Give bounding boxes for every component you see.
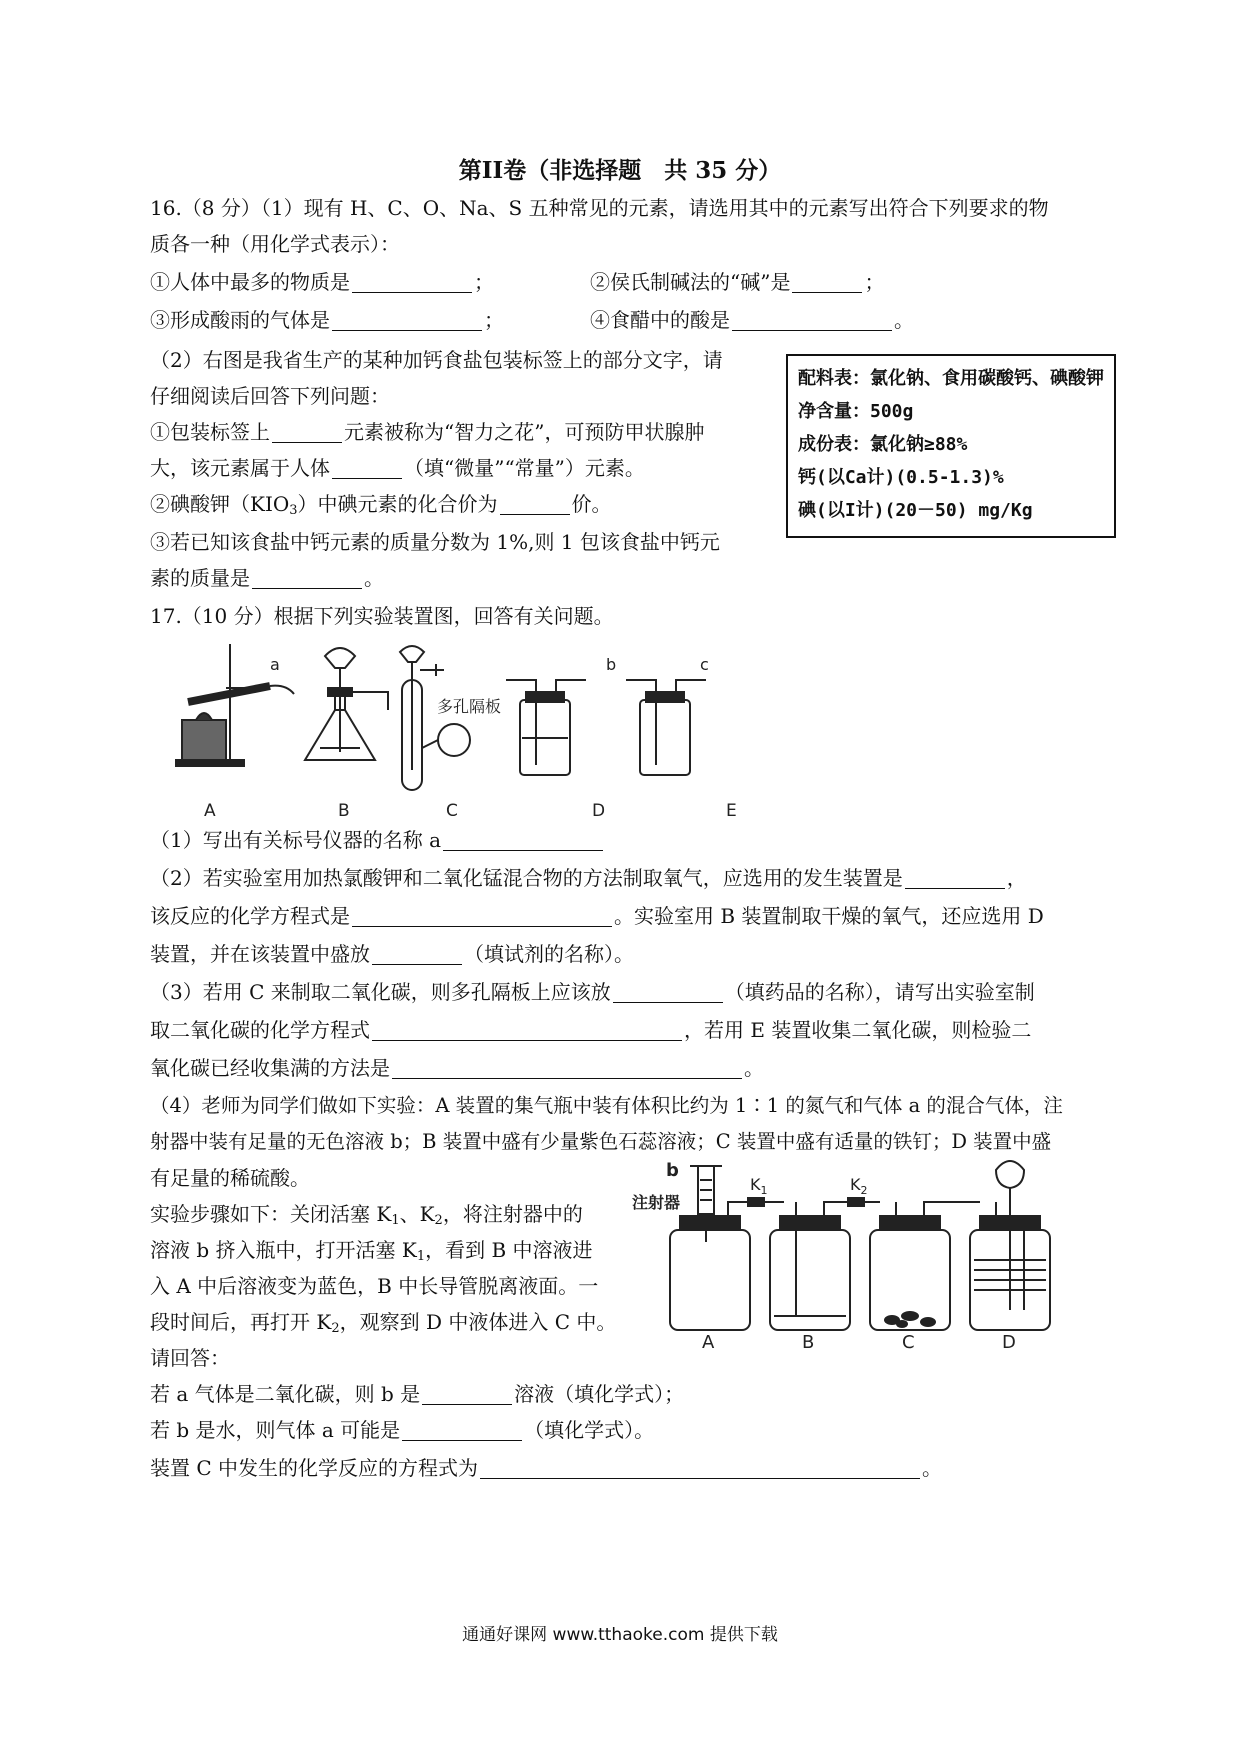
label-line: 配料表：氯化钠、食用碳酸钙、碘酸钾: [798, 368, 1104, 389]
fig2-k1-label: $K_1$: [750, 1175, 768, 1197]
apparatus-figure-1: [170, 640, 810, 820]
q17-answer1: 若 a 气体是二氧化碳，则 b 是 溶液（填化学式）；: [150, 1382, 685, 1406]
section-title: 第II卷（非选择题 共 35 分）: [458, 157, 782, 184]
q17-part3-line2: 取二氧化碳的化学方程式 ，若用 E 装置收集二氧化碳，则检验二: [150, 1018, 1032, 1042]
answer-blank[interactable]: [352, 270, 472, 293]
q16-part2-line1: （2）右图是我省生产的某种加钙食盐包装标签上的部分文字，请: [150, 348, 723, 372]
salt-label: [786, 354, 1116, 538]
answer-blank[interactable]: [732, 308, 892, 331]
q17-steps-line5: 请回答：: [150, 1346, 230, 1370]
fig1-apparatus-c: C: [446, 801, 458, 820]
q17-part4-line2: 射器中装有足量的无色溶液 b；B 装置中盛有少量紫色石蕊溶液；C 装置中盛有适量的铁钉；D 装置中盛: [150, 1130, 1052, 1153]
fig1-label-a: a: [270, 655, 280, 674]
q16-intro-line1: 16.（8 分）（1）现有 H、C、O、Na、S 五种常见的元素，请选用其中的元素写出符合下列要求的物: [150, 196, 1049, 220]
q17-part2-line3: 装置，并在该装置中盛放 （填试剂的名称）。: [150, 942, 634, 966]
fig1-label-c: c: [700, 655, 709, 674]
q16-part2-q3b: 素的质量是 。: [150, 566, 384, 590]
fig1-label-b: b: [606, 655, 617, 674]
q16-part2-line2: 仔细阅读后回答下列问题：: [150, 384, 390, 408]
q16-part2-q3a: ③若已知该食盐中钙元素的质量分数为 1%,则 1 包该食盐中钙元: [150, 530, 720, 554]
label-line: 净含量：500g: [798, 401, 914, 422]
answer-blank[interactable]: [392, 1056, 742, 1079]
q17-part2-line2: 该反应的化学方程式是 。实验室用 B 装置制取干燥的氧气，还应选用 D: [150, 904, 1044, 928]
q17-part3-line3: 氧化碳已经收集满的方法是 。: [150, 1056, 764, 1080]
answer-blank[interactable]: [252, 566, 362, 589]
answer-blank[interactable]: [443, 828, 603, 851]
answer-blank[interactable]: [792, 270, 862, 293]
fig2-label-b: b: [666, 1160, 679, 1181]
answer-blank[interactable]: [402, 1418, 522, 1441]
fig2-apparatus-c: C: [902, 1332, 915, 1350]
fig1-plate-label: 多孔隔板: [437, 697, 502, 716]
answer-blank[interactable]: [272, 420, 342, 443]
label-line: 碘(以I计)(20－50) mg/Kg: [798, 500, 1033, 521]
q17-steps-line3: 入 A 中后溶液变为蓝色，B 中长导管脱离液面。一: [150, 1274, 599, 1298]
answer-blank[interactable]: [905, 866, 1005, 889]
q17-steps-line1: 实验步骤如下：关闭活塞 $K_1$、$K_2$，将注射器中的: [150, 1202, 583, 1228]
answer-blank[interactable]: [352, 904, 612, 927]
q16-part2-q2: ②碘酸钾$(KIO_3)$中碘元素的化合价为 价。: [150, 492, 612, 518]
q16-item2: ②侯氏制碱法的“碱”是 ；: [590, 270, 885, 294]
answer-blank[interactable]: [372, 1018, 682, 1041]
q16-item1: ①人体中最多的物质是 ；: [150, 270, 494, 294]
q17-intro: 17.（10 分）根据下列实验装置图，回答有关问题。: [150, 604, 614, 628]
q17-answer3: 装置 C 中发生的化学反应的方程式为 。: [150, 1456, 943, 1480]
answer-blank[interactable]: [422, 1382, 512, 1405]
answer-blank[interactable]: [613, 980, 723, 1003]
q16-item4: ④食醋中的酸是 。: [590, 308, 914, 332]
answer-blank[interactable]: [372, 942, 462, 965]
fig2-apparatus-b: B: [802, 1332, 815, 1350]
answer-blank[interactable]: [332, 456, 402, 479]
q17-part4-line3: 有足量的稀硫酸。: [150, 1166, 310, 1190]
fig1-apparatus-b: B: [338, 801, 350, 820]
q17-part1: （1）写出有关标号仪器的名称 a: [150, 826, 605, 854]
q17-answer2: 若 b 是水，则气体 a 可能是 （填化学式）。: [150, 1418, 655, 1442]
fig1-apparatus-e: E: [726, 801, 737, 820]
fig2-k2-label: $K_2$: [850, 1175, 868, 1197]
apparatus-figure-2: [630, 1160, 1100, 1350]
answer-blank[interactable]: [480, 1456, 920, 1479]
q17-steps-line4: 段时间后，再打开 $K_2$，观察到 D 中液体进入 C 中。: [150, 1310, 617, 1336]
q16-item3: ③形成酸雨的气体是 ；: [150, 308, 504, 332]
q17-part2-line1: （2）若实验室用加热氯酸钾和二氧化锰混合物的方法制取氧气，应选用的发生装置是 ，: [150, 866, 1027, 890]
q17-part3-line1: （3）若用 C 来制取二氧化碳，则多孔隔板上应该放 （填药品的名称），请写出实验室制: [150, 980, 1035, 1004]
q17-part4-line1: （4）老师为同学们做如下实验：A 装置的集气瓶中装有体积比约为 1∶1 的氮气和气体 a 的混合气体，注: [150, 1094, 1063, 1117]
q17-steps-line2: 溶液 b 挤入瓶中，打开活塞 $K_1$，看到 B 中溶液进: [150, 1238, 593, 1264]
footer-credit: 通通好课网 www.tthaoke.com 提供下载: [462, 1625, 778, 1645]
fig2-apparatus-d: D: [1002, 1332, 1016, 1350]
fig2-syringe-label: 注射器: [632, 1193, 681, 1212]
label-line: 钙(以Ca计)(0.5-1.3)%: [798, 467, 1004, 488]
q16-intro-line2: 质各一种（用化学式表示）：: [150, 232, 400, 256]
answer-blank[interactable]: [332, 308, 482, 331]
fig1-apparatus-d: D: [592, 801, 606, 820]
fig2-apparatus-a: A: [702, 1332, 715, 1350]
q16-part2-q1b: 大，该元素属于人体 （填“微量”“常量”）元素。: [150, 456, 645, 480]
label-line: 成份表：氯化钠≥88%: [798, 434, 968, 455]
answer-blank[interactable]: [500, 492, 570, 515]
q16-part2-q1a: ①包装标签上 元素被称为“智力之花”，可预防甲状腺肿: [150, 420, 705, 444]
fig1-apparatus-a: A: [204, 801, 216, 820]
